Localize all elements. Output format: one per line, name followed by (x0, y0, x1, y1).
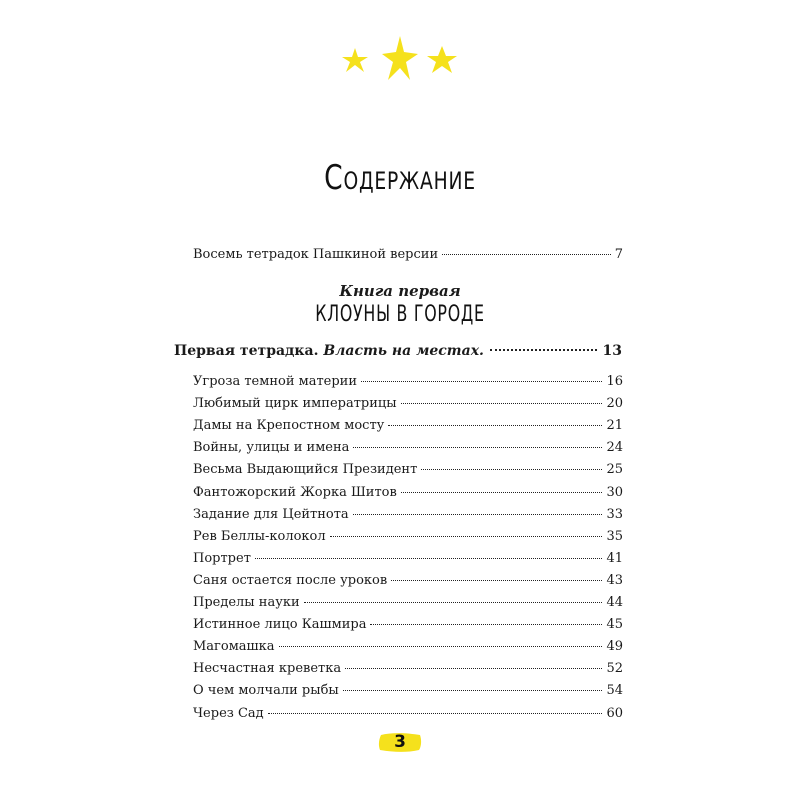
book-label: Книга первая (339, 282, 461, 300)
toc-chapter-line (193, 683, 623, 699)
toc-chapter-line (193, 551, 623, 567)
chapter-title: Угроза темной материи (193, 374, 358, 389)
chapter-title: Магомашка (193, 639, 275, 655)
chapter-page: 33 (606, 506, 623, 522)
dot-leader (401, 403, 603, 404)
toc-part-line (174, 343, 622, 359)
toc-chapter-line (193, 507, 623, 523)
chapter-page: 30 (606, 484, 623, 500)
toc-intro-line (193, 247, 623, 263)
chapter-page: 25 (606, 462, 623, 478)
chapter-page: 60 (606, 705, 623, 721)
toc-intro-title: Восемь тетрадок Пашкиной версии (193, 247, 439, 262)
dot-leader (421, 469, 602, 470)
chapter-title: Любимый цирк императрицы (193, 396, 397, 412)
chapter-title: Истинное лицо Кашмира (193, 617, 367, 633)
toc-chapter-line (193, 706, 623, 722)
dot-leader (304, 602, 603, 603)
chapter-title: Пределы науки (193, 595, 300, 610)
toc-chapter-line (193, 462, 623, 478)
chapter-page: 20 (606, 396, 623, 412)
page-number (378, 731, 422, 753)
dot-leader (490, 349, 597, 351)
chapter-title: Саня остается после уроков (193, 572, 388, 588)
toc-chapter-line (193, 573, 623, 589)
part-subtitle: Власть на местах. (323, 343, 484, 359)
dot-leader (279, 646, 603, 647)
chapter-page: 49 (606, 639, 623, 655)
toc-chapter-line (193, 440, 623, 456)
toc-chapter-line (193, 617, 623, 633)
part-page: 13 (602, 343, 622, 359)
chapter-title: Фантожорский Жорка Шитов (193, 484, 397, 500)
toc-chapter-line (193, 418, 623, 434)
chapter-title: Несчастная креветка (193, 661, 342, 677)
chapter-title: Дамы на Крепостном мосту (193, 418, 385, 434)
chapter-page: 35 (606, 528, 623, 544)
chapter-title: Войны, улицы и имена (193, 440, 350, 456)
page-number-text: 3 (394, 732, 406, 752)
chapter-page: 41 (606, 550, 623, 566)
chapter-page: 45 (606, 617, 623, 633)
chapter-title: Задание для Цейтнота (193, 506, 349, 522)
dot-leader (255, 558, 603, 559)
page-title: Содержание (324, 158, 476, 198)
chapter-title: Рев Беллы-колокол (193, 528, 326, 544)
dot-leader (353, 514, 603, 515)
chapter-title: О чем молчали рыбы (193, 683, 339, 699)
dot-leader (330, 536, 603, 537)
chapter-title: Весьма Выдающийся Президент (193, 462, 418, 478)
dot-leader (345, 668, 602, 669)
three-stars-icon (330, 30, 470, 90)
chapter-title: Портрет (193, 550, 251, 566)
dot-leader (268, 713, 603, 714)
toc-chapter-line (193, 374, 623, 390)
chapter-page: 24 (606, 440, 623, 456)
toc-chapter-line (193, 639, 623, 655)
dot-leader (353, 447, 602, 448)
chapter-page: 54 (606, 683, 623, 699)
toc-chapter-line (193, 396, 623, 412)
toc-chapter-line (193, 529, 623, 545)
dot-leader (401, 492, 603, 493)
dot-leader (361, 381, 602, 382)
chapter-page: 44 (606, 595, 623, 610)
dot-leader (343, 690, 603, 691)
dot-leader (370, 624, 602, 625)
chapter-page: 21 (606, 418, 623, 434)
book-title: КЛОУНЫ В ГОРОДЕ (315, 302, 485, 327)
toc-chapter-line (193, 485, 623, 501)
part-title: Первая тетрадка. (174, 343, 319, 359)
dot-leader (388, 425, 602, 426)
dot-leader (442, 254, 611, 255)
chapter-page: 43 (606, 572, 623, 588)
dot-leader (391, 580, 602, 581)
chapter-title: Через Сад (193, 705, 264, 721)
chapter-page: 52 (606, 661, 623, 677)
toc-chapter-line (193, 661, 623, 677)
chapter-page: 16 (606, 374, 623, 389)
toc-intro-page: 7 (614, 247, 623, 262)
toc-chapter-line (193, 595, 623, 611)
